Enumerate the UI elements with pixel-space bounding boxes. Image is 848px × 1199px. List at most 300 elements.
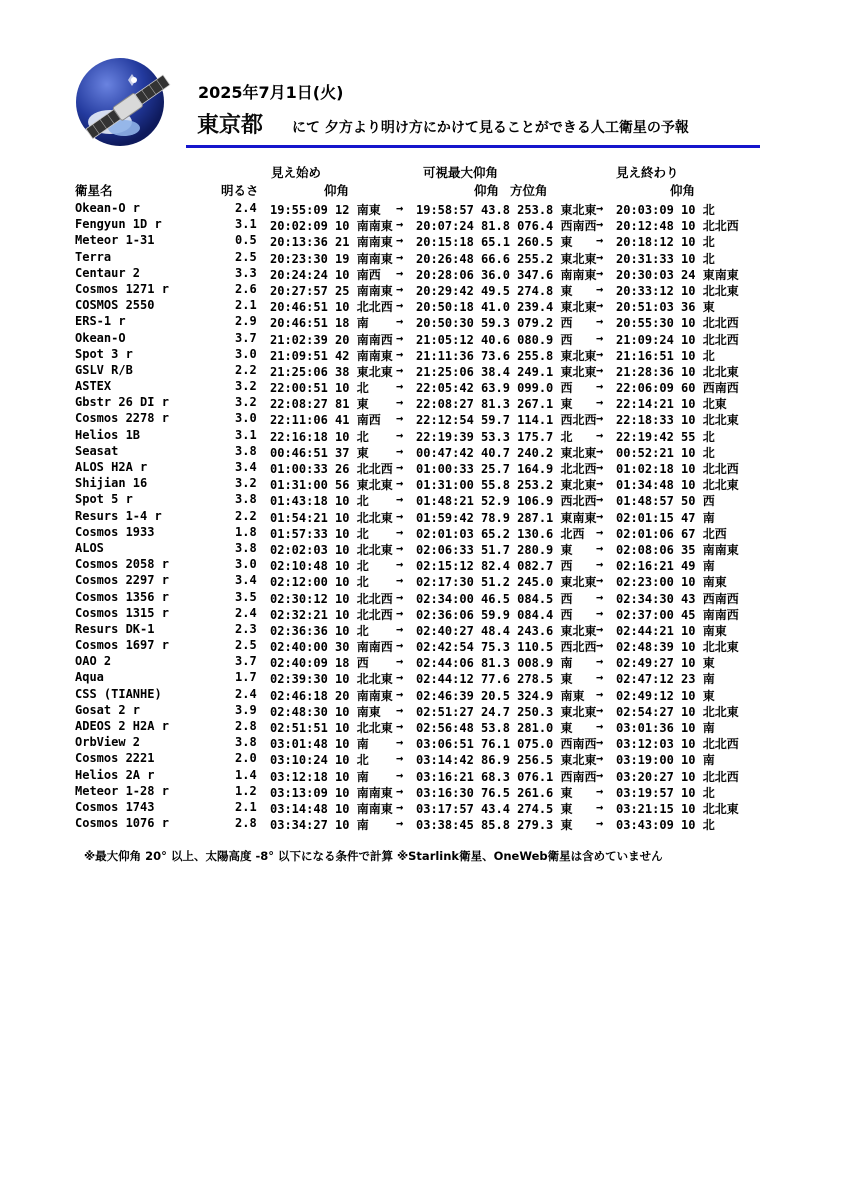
- end-time: 02:48:39 10 北北東: [616, 640, 739, 655]
- table-row: [0, 266, 848, 282]
- arrow-icon: →: [396, 460, 404, 474]
- max-elevation: 20:07:24 81.8 076.4 西南西: [416, 219, 597, 234]
- max-elevation: 20:29:42 49.5 274.8 東: [416, 283, 573, 298]
- end-time: 22:14:21 10 北東: [616, 397, 727, 412]
- end-time: 02:34:30 43 西南西: [616, 591, 739, 606]
- table-row: [0, 201, 848, 217]
- satellite-name: GSLV R/B: [75, 362, 133, 377]
- arrow-icon: →: [396, 621, 404, 636]
- satellite-table: [0, 201, 848, 832]
- start-time: 19:55:09 12 南東: [270, 203, 381, 217]
- table-row: [0, 298, 848, 314]
- magnitude: 2.6: [235, 281, 257, 296]
- arrow-icon: →: [396, 767, 404, 782]
- col-header-start-elev: 仰角: [324, 183, 350, 198]
- start-time: 22:16:18 10 北: [270, 429, 369, 444]
- max-elevation: 00:47:42 40.7 240.2 東北東: [416, 445, 597, 460]
- max-elevation: 02:42:54 75.3 110.5 西北西: [416, 640, 597, 655]
- arrow-icon: →: [396, 557, 404, 572]
- start-time: 03:14:48 10 南南東: [270, 801, 393, 816]
- col-header-max-elev: 仰角: [474, 183, 500, 198]
- arrow-icon: →: [396, 524, 404, 539]
- arrow-icon: →: [396, 751, 404, 766]
- end-time: 21:16:51 10 北: [616, 348, 715, 363]
- max-elevation: 02:40:27 48.4 243.6 東北東: [416, 623, 597, 638]
- start-time: 22:00:51 10 北: [270, 381, 369, 396]
- magnitude: 3.1: [235, 427, 257, 442]
- end-time: 21:09:24 10 北北西: [616, 332, 739, 347]
- arrow-icon: →: [596, 686, 604, 701]
- end-time: 02:54:27 10 北北東: [616, 704, 739, 719]
- satellite-name: OAO 2: [75, 654, 112, 669]
- max-elevation: 20:50:18 41.0 239.4 東北東: [416, 300, 597, 315]
- end-time: 01:48:57 50 西: [616, 494, 715, 509]
- arrow-icon: →: [396, 686, 404, 701]
- arrow-icon: →: [596, 201, 604, 215]
- start-time: 21:09:51 42 南南東: [270, 348, 393, 363]
- satellite-name: Helios 1B: [75, 427, 141, 442]
- satellite-name: Spot 3 r: [75, 346, 133, 361]
- start-time: 20:24:24 10 南西: [270, 267, 381, 282]
- arrow-icon: →: [596, 265, 604, 280]
- start-time: 20:13:36 21 南南東: [270, 235, 393, 250]
- end-time: 20:51:03 36 東: [616, 300, 715, 315]
- start-time: 02:12:00 10 北: [270, 575, 369, 590]
- magnitude: 3.1: [235, 217, 257, 232]
- forecast-date: 2025年7月1日(火): [198, 83, 344, 102]
- arrow-icon: →: [396, 362, 404, 377]
- max-elevation: 22:12:54 59.7 114.1 西北西: [416, 413, 597, 428]
- col-group-start: 見え始め: [271, 165, 322, 180]
- start-time: 02:46:18 20 南南東: [270, 688, 393, 703]
- satellite-name: Resurs DK-1: [75, 621, 155, 636]
- end-time: 20:18:12 10 北: [616, 235, 715, 250]
- satellite-name: Cosmos 1743: [75, 799, 155, 814]
- table-row: [0, 509, 848, 525]
- start-time: 02:40:00 30 南南西: [270, 640, 393, 655]
- arrow-icon: →: [396, 702, 404, 717]
- magnitude: 2.4: [235, 201, 257, 215]
- start-time: 20:02:09 10 南南東: [270, 219, 393, 234]
- col-header-name: 衛星名: [75, 183, 113, 198]
- arrow-icon: →: [596, 767, 604, 782]
- end-time: 22:18:33 10 北北東: [616, 413, 739, 428]
- satellite-name: OrbView 2: [75, 735, 141, 750]
- table-row: [0, 670, 848, 686]
- max-elevation: 02:46:39 20.5 324.9 南東: [416, 688, 585, 703]
- arrow-icon: →: [596, 298, 604, 313]
- magnitude: 3.2: [235, 395, 257, 410]
- satellite-name: Shijian 16: [75, 476, 148, 491]
- table-row: [0, 573, 848, 589]
- header-rule: [186, 145, 760, 148]
- magnitude: 2.8: [235, 816, 257, 831]
- magnitude: 3.7: [235, 330, 257, 345]
- arrow-icon: →: [596, 346, 604, 361]
- table-row: [0, 217, 848, 233]
- arrow-icon: →: [396, 719, 404, 733]
- max-elevation: 22:08:27 81.3 267.1 東: [416, 397, 573, 412]
- max-elevation: 02:56:48 53.8 281.0 東: [416, 721, 573, 735]
- arrow-icon: →: [596, 362, 604, 377]
- arrow-icon: →: [596, 702, 604, 717]
- table-row: [0, 347, 848, 363]
- arrow-icon: →: [396, 799, 404, 814]
- arrow-icon: →: [396, 265, 404, 280]
- start-time: 02:02:03 10 北北東: [270, 542, 393, 557]
- arrow-icon: →: [596, 443, 604, 458]
- start-time: 20:46:51 18 南: [270, 316, 369, 331]
- max-elevation: 02:34:00 46.5 084.5 西: [416, 591, 573, 606]
- satellite-name: Cosmos 1076 r: [75, 816, 169, 831]
- max-elevation: 02:51:27 24.7 250.3 東北東: [416, 704, 597, 719]
- max-elevation: 02:36:06 59.9 084.4 西: [416, 607, 573, 622]
- arrow-icon: →: [396, 476, 404, 491]
- arrow-icon: →: [596, 492, 604, 507]
- arrow-icon: →: [596, 233, 604, 248]
- arrow-icon: →: [596, 670, 604, 685]
- footnote: ※最大仰角 20° 以上、太陽高度 -8° 以下になる条件で計算 ※Starlink衛星、OneWeb衛星は含めていません: [84, 849, 663, 863]
- arrow-icon: →: [396, 346, 404, 361]
- start-time: 01:43:18 10 北: [270, 494, 369, 509]
- arrow-icon: →: [596, 476, 604, 491]
- table-row: [0, 784, 848, 800]
- satellite-earth-logo-icon: [72, 52, 184, 150]
- satellite-name: Centaur 2: [75, 265, 141, 280]
- arrow-icon: →: [396, 281, 404, 296]
- magnitude: 2.5: [235, 638, 257, 653]
- start-time: 22:08:27 81 東: [270, 397, 369, 412]
- max-elevation: 01:48:21 52.9 106.9 西北西: [416, 494, 597, 509]
- end-time: 02:08:06 35 南南東: [616, 542, 739, 557]
- start-time: 03:01:48 10 南: [270, 737, 369, 752]
- table-row: [0, 638, 848, 654]
- magnitude: 1.4: [235, 767, 257, 782]
- col-group-end: 見え終わり: [616, 165, 679, 180]
- magnitude: 3.4: [235, 460, 257, 474]
- start-time: 02:32:21 10 北北西: [270, 607, 393, 622]
- max-elevation: 02:44:12 77.6 278.5 東: [416, 672, 573, 687]
- start-time: 01:31:00 56 東北東: [270, 478, 393, 493]
- satellite-name: Fengyun 1D r: [75, 217, 162, 232]
- end-time: 01:34:48 10 北北東: [616, 478, 739, 493]
- satellite-name: Helios 2A r: [75, 767, 155, 782]
- max-elevation: 20:50:30 59.3 079.2 西: [416, 316, 573, 331]
- arrow-icon: →: [596, 330, 604, 345]
- magnitude: 3.0: [235, 346, 257, 361]
- table-row: [0, 379, 848, 395]
- start-time: 02:39:30 10 北北東: [270, 672, 393, 687]
- magnitude: 2.3: [235, 621, 257, 636]
- table-row: [0, 411, 848, 427]
- satellite-name: Cosmos 1697 r: [75, 638, 169, 653]
- table-row: [0, 250, 848, 266]
- max-elevation: 20:15:18 65.1 260.5 東: [416, 235, 573, 250]
- end-time: 02:01:06 67 北西: [616, 526, 727, 541]
- satellite-name: Terra: [75, 249, 112, 264]
- arrow-icon: →: [596, 799, 604, 814]
- satellite-name: CSS (TIANHE): [75, 686, 162, 701]
- end-time: 02:44:21 10 南東: [616, 623, 727, 638]
- magnitude: 3.3: [235, 265, 257, 280]
- arrow-icon: →: [596, 735, 604, 750]
- satellite-name: Spot 5 r: [75, 492, 133, 507]
- arrow-icon: →: [396, 654, 404, 669]
- table-row: [0, 233, 848, 249]
- max-elevation: 22:05:42 63.9 099.0 西: [416, 381, 573, 396]
- col-header-magnitude: 明るさ: [221, 183, 259, 198]
- arrow-icon: →: [396, 783, 404, 798]
- table-row: [0, 606, 848, 622]
- arrow-icon: →: [596, 816, 604, 831]
- end-time: 20:31:33 10 北: [616, 251, 715, 266]
- max-elevation: 03:38:45 85.8 279.3 東: [416, 818, 573, 833]
- arrow-icon: →: [396, 233, 404, 248]
- magnitude: 2.1: [235, 298, 257, 313]
- arrow-icon: →: [596, 621, 604, 636]
- max-elevation: 03:14:42 86.9 256.5 東北東: [416, 753, 597, 768]
- arrow-icon: →: [396, 201, 404, 215]
- start-time: 02:51:51 10 北北東: [270, 721, 393, 735]
- table-row: [0, 428, 848, 444]
- table-row: [0, 590, 848, 606]
- end-time: 03:20:27 10 北北西: [616, 769, 739, 784]
- end-time: 00:52:21 10 北: [616, 445, 715, 460]
- table-row: [0, 282, 848, 298]
- max-elevation: 21:11:36 73.6 255.8 東北東: [416, 348, 597, 363]
- max-elevation: 01:00:33 25.7 164.9 北北西: [416, 462, 597, 476]
- table-row: [0, 654, 848, 670]
- table-row: [0, 460, 848, 476]
- end-time: 22:19:42 55 北: [616, 429, 715, 444]
- page-subtitle: にて 夕方より明け方にかけて見ることができる人工衛星の予報: [292, 120, 689, 136]
- satellite-name: Seasat: [75, 443, 119, 458]
- magnitude: 3.0: [235, 557, 257, 572]
- arrow-icon: →: [596, 719, 604, 733]
- satellite-name: ADEOS 2 H2A r: [75, 719, 169, 733]
- arrow-icon: →: [396, 735, 404, 750]
- magnitude: 3.9: [235, 702, 257, 717]
- start-time: 02:48:30 10 南東: [270, 704, 381, 719]
- magnitude: 2.4: [235, 686, 257, 701]
- table-row: [0, 816, 848, 832]
- arrow-icon: →: [396, 330, 404, 345]
- magnitude: 2.2: [235, 508, 257, 523]
- satellite-name: Cosmos 2058 r: [75, 557, 169, 572]
- end-time: 03:19:57 10 北: [616, 785, 715, 800]
- max-elevation: 19:58:57 43.8 253.8 東北東: [416, 203, 597, 217]
- col-group-max: 可視最大仰角: [423, 165, 499, 180]
- magnitude: 2.8: [235, 719, 257, 733]
- max-elevation: 02:01:03 65.2 130.6 北西: [416, 526, 585, 541]
- arrow-icon: →: [396, 249, 404, 264]
- magnitude: 1.7: [235, 670, 257, 685]
- max-elevation: 20:26:48 66.6 255.2 東北東: [416, 251, 597, 266]
- table-row: [0, 622, 848, 638]
- max-elevation: 03:16:21 68.3 076.1 西南西: [416, 769, 597, 784]
- end-time: 02:49:27 10 東: [616, 656, 715, 671]
- arrow-icon: →: [596, 249, 604, 264]
- satellite-name: COSMOS 2550: [75, 298, 155, 313]
- magnitude: 3.8: [235, 443, 257, 458]
- end-time: 02:23:00 10 南東: [616, 575, 727, 590]
- start-time: 02:30:12 10 北北西: [270, 591, 393, 606]
- satellite-name: Gosat 2 r: [75, 702, 141, 717]
- magnitude: 3.2: [235, 379, 257, 394]
- max-elevation: 20:28:06 36.0 347.6 南南東: [416, 267, 597, 282]
- table-row: [0, 363, 848, 379]
- arrow-icon: →: [596, 654, 604, 669]
- table-row: [0, 395, 848, 411]
- table-row: [0, 444, 848, 460]
- max-elevation: 02:17:30 51.2 245.0 東北東: [416, 575, 597, 590]
- magnitude: 2.9: [235, 314, 257, 329]
- magnitude: 0.5: [235, 233, 257, 248]
- end-time: 02:16:21 49 南: [616, 559, 715, 574]
- end-time: 20:03:09 10 北: [616, 203, 715, 217]
- magnitude: 3.8: [235, 492, 257, 507]
- satellite-name: ERS-1 r: [75, 314, 126, 329]
- arrow-icon: →: [396, 605, 404, 620]
- arrow-icon: →: [596, 751, 604, 766]
- arrow-icon: →: [396, 411, 404, 426]
- end-time: 03:01:36 10 南: [616, 721, 715, 735]
- start-time: 21:02:39 20 南南西: [270, 332, 393, 347]
- arrow-icon: →: [396, 217, 404, 232]
- table-row: [0, 331, 848, 347]
- start-time: 20:46:51 10 北北西: [270, 300, 393, 315]
- magnitude: 3.4: [235, 573, 257, 588]
- magnitude: 2.4: [235, 605, 257, 620]
- magnitude: 3.7: [235, 654, 257, 669]
- arrow-icon: →: [396, 589, 404, 604]
- end-time: 03:21:15 10 北北東: [616, 801, 739, 816]
- max-elevation: 21:25:06 38.4 249.1 東北東: [416, 364, 597, 379]
- start-time: 01:57:33 10 北: [270, 526, 369, 541]
- table-row: [0, 525, 848, 541]
- arrow-icon: →: [596, 395, 604, 410]
- start-time: 03:13:09 10 南南東: [270, 785, 393, 800]
- table-row: [0, 768, 848, 784]
- arrow-icon: →: [396, 573, 404, 588]
- arrow-icon: →: [396, 443, 404, 458]
- max-elevation: 21:05:12 40.6 080.9 西: [416, 332, 573, 347]
- arrow-icon: →: [396, 379, 404, 394]
- max-elevation: 03:06:51 76.1 075.0 西南西: [416, 737, 597, 752]
- satellite-name: Cosmos 1356 r: [75, 589, 169, 604]
- table-row: [0, 557, 848, 573]
- satellite-name: Okean-O: [75, 330, 126, 345]
- end-time: 02:47:12 23 南: [616, 672, 715, 687]
- end-time: 20:30:03 24 東南東: [616, 267, 739, 282]
- arrow-icon: →: [596, 573, 604, 588]
- table-row: [0, 687, 848, 703]
- start-time: 03:34:27 10 南: [270, 818, 369, 833]
- table-row: [0, 476, 848, 492]
- start-time: 01:00:33 26 北北西: [270, 462, 393, 476]
- table-row: [0, 800, 848, 816]
- max-elevation: 22:19:39 53.3 175.7 北: [416, 429, 573, 444]
- magnitude: 3.8: [235, 735, 257, 750]
- arrow-icon: →: [596, 460, 604, 474]
- max-elevation: 02:44:06 81.3 008.9 南: [416, 656, 573, 671]
- magnitude: 3.5: [235, 589, 257, 604]
- start-time: 22:11:06 41 南西: [270, 413, 381, 428]
- arrow-icon: →: [396, 492, 404, 507]
- end-time: 22:06:09 60 西南西: [616, 381, 739, 396]
- arrow-icon: →: [596, 217, 604, 232]
- satellite-name: Resurs 1-4 r: [75, 508, 162, 523]
- table-row: [0, 719, 848, 735]
- satellite-name: Cosmos 1315 r: [75, 605, 169, 620]
- satellite-name: Cosmos 1271 r: [75, 281, 169, 296]
- end-time: 21:28:36 10 北北東: [616, 364, 739, 379]
- satellite-name: ASTEX: [75, 379, 112, 394]
- end-time: 02:49:12 10 東: [616, 688, 715, 703]
- satellite-name: Meteor 1-31: [75, 233, 155, 248]
- satellite-name: Cosmos 1933: [75, 524, 155, 539]
- satellite-name: Cosmos 2297 r: [75, 573, 169, 588]
- arrow-icon: →: [596, 589, 604, 604]
- arrow-icon: →: [596, 379, 604, 394]
- max-elevation: 02:06:33 51.7 280.9 東: [416, 542, 573, 557]
- arrow-icon: →: [596, 508, 604, 523]
- magnitude: 3.2: [235, 476, 257, 491]
- end-time: 20:33:12 10 北北東: [616, 283, 739, 298]
- magnitude: 2.2: [235, 362, 257, 377]
- magnitude: 2.0: [235, 751, 257, 766]
- start-time: 02:36:36 10 北: [270, 623, 369, 638]
- table-row: [0, 314, 848, 330]
- table-row: [0, 492, 848, 508]
- satellite-name: Gbstr 26 DI r: [75, 395, 169, 410]
- arrow-icon: →: [596, 524, 604, 539]
- arrow-icon: →: [396, 540, 404, 555]
- satellite-name: ALOS H2A r: [75, 460, 148, 474]
- end-time: 03:12:03 10 北北西: [616, 737, 739, 752]
- start-time: 01:54:21 10 北北東: [270, 510, 393, 525]
- end-time: 02:37:00 45 南南西: [616, 607, 739, 622]
- max-elevation: 03:16:30 76.5 261.6 東: [416, 785, 573, 800]
- arrow-icon: →: [596, 638, 604, 653]
- max-elevation: 02:15:12 82.4 082.7 西: [416, 559, 573, 574]
- start-time: 02:10:48 10 北: [270, 559, 369, 574]
- arrow-icon: →: [596, 411, 604, 426]
- start-time: 02:40:09 18 西: [270, 656, 369, 671]
- arrow-icon: →: [396, 314, 404, 329]
- arrow-icon: →: [396, 638, 404, 653]
- start-time: 03:10:24 10 北: [270, 753, 369, 768]
- arrow-icon: →: [396, 670, 404, 685]
- satellite-name: Meteor 1-28 r: [75, 783, 169, 798]
- table-row: [0, 751, 848, 767]
- table-row: [0, 541, 848, 557]
- satellite-name: Aqua: [75, 670, 104, 685]
- arrow-icon: →: [396, 298, 404, 313]
- arrow-icon: →: [396, 395, 404, 410]
- col-header-end-elev: 仰角: [670, 183, 696, 198]
- satellite-name: Okean-O r: [75, 201, 141, 215]
- arrow-icon: →: [596, 427, 604, 442]
- arrow-icon: →: [596, 783, 604, 798]
- magnitude: 1.2: [235, 783, 257, 798]
- end-time: 02:01:15 47 南: [616, 510, 715, 525]
- magnitude: 3.8: [235, 540, 257, 555]
- arrow-icon: →: [596, 605, 604, 620]
- start-time: 03:12:18 10 南: [270, 769, 369, 784]
- satellite-name: Cosmos 2221: [75, 751, 155, 766]
- max-elevation: 01:59:42 78.9 287.1 東南東: [416, 510, 597, 525]
